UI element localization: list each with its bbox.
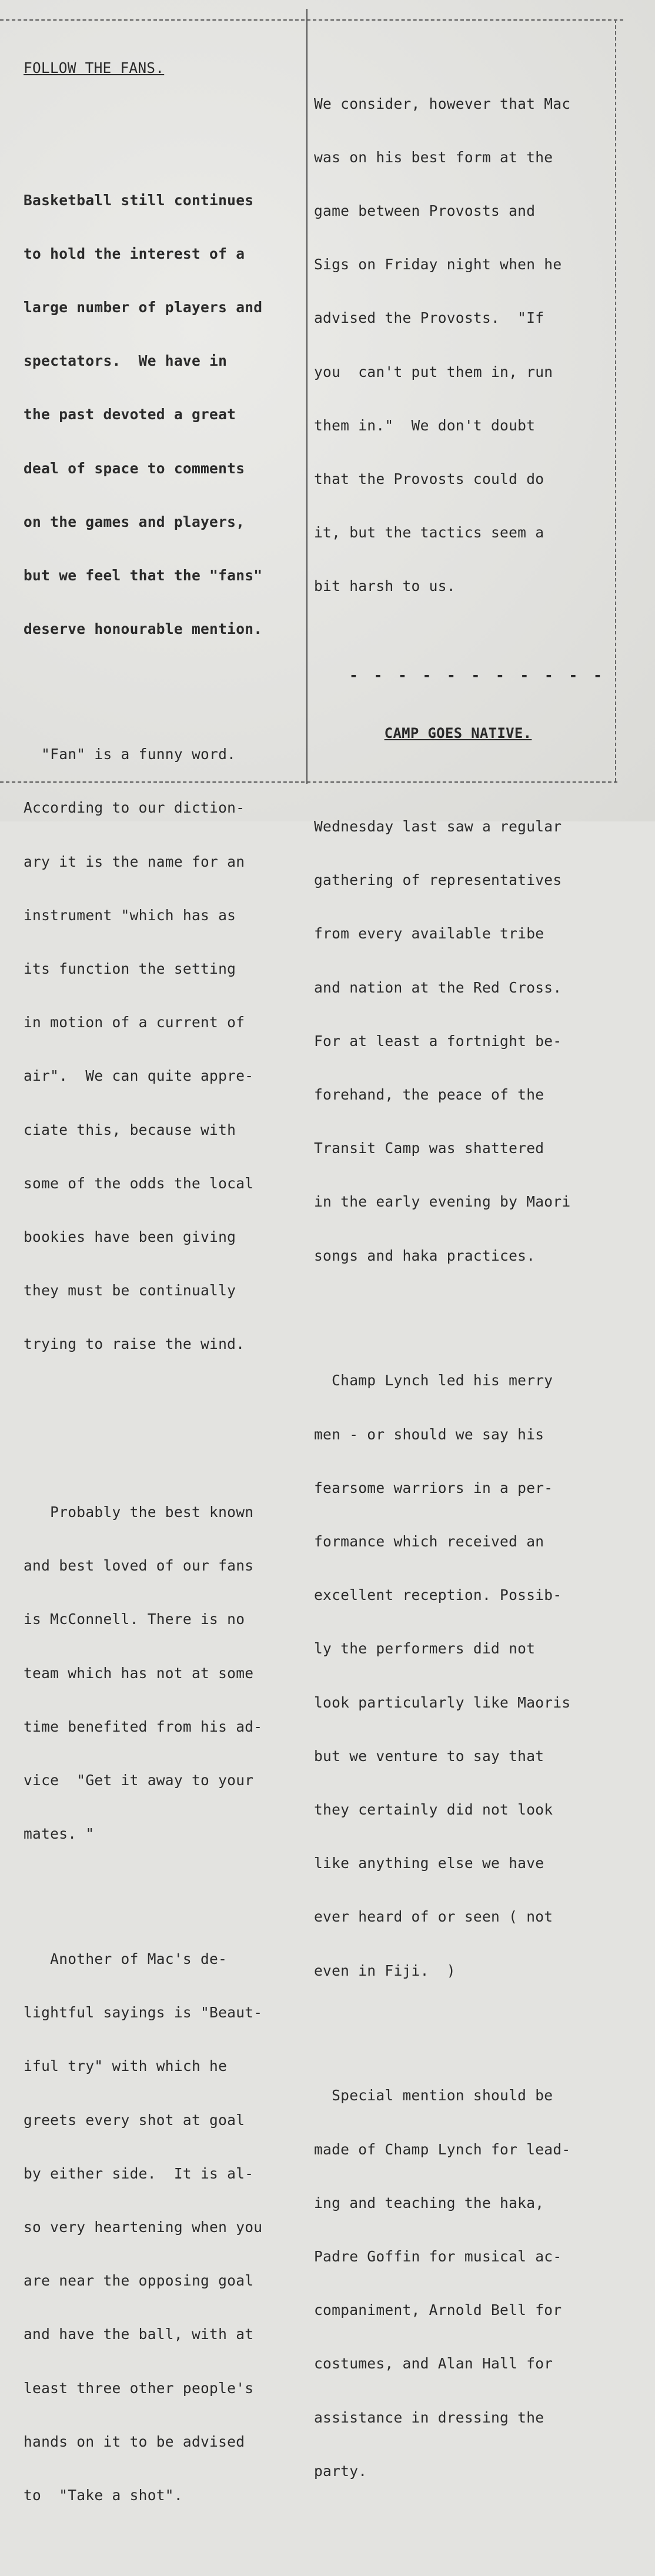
text-line: even in Fiji. )	[314, 1962, 456, 1979]
text-line: Special mention should be	[314, 2087, 553, 2104]
text-line: bookies have been giving	[24, 1228, 236, 1245]
article-paragraph	[314, 1337, 614, 2016]
text-line: mates. "	[24, 1825, 95, 1843]
text-line: bit harsh to us.	[314, 577, 456, 595]
text-line: look particularly like Maoris	[314, 1693, 571, 1711]
text-line: you can't put them in, run	[314, 363, 553, 380]
text-line: by either side. It is al-	[24, 2164, 254, 2182]
text-line: and nation at the Red Cross.	[314, 978, 562, 996]
text-line: forehand, the peace of the	[314, 1085, 544, 1103]
text-line: iful try" with which he	[24, 2057, 228, 2075]
text-line: to hold the interest of a	[24, 245, 245, 262]
text-line: and have the ball, with at	[24, 2326, 254, 2343]
text-line: party.	[314, 2462, 367, 2480]
text-line: Another of Mac's de-	[24, 1950, 228, 1968]
text-line: Basketball still continues	[24, 191, 254, 209]
text-line: For at least a fortnight be-	[314, 1032, 562, 1050]
text-line: they certainly did not look	[314, 1800, 553, 1818]
article-continuation	[314, 59, 614, 632]
text-line: time benefited from his ad-	[24, 1718, 263, 1735]
text-line: team which has not at some	[24, 1664, 254, 1682]
text-line: they must be continually	[24, 1282, 236, 1299]
text-line: According to our diction-	[24, 799, 245, 817]
text-line: costumes, and Alan Hall for	[314, 2355, 553, 2373]
text-line: "Fan" is a funny word.	[24, 746, 236, 763]
text-line: Transit Camp was shattered	[314, 1140, 544, 1157]
text-line: songs and haka practices.	[314, 1247, 536, 1264]
text-line: and best loved of our fans	[24, 1557, 254, 1575]
article-paragraph	[24, 1468, 305, 1879]
left-column	[24, 24, 305, 2576]
text-line: so very heartening when you	[24, 2218, 263, 2236]
text-line: ing and teaching the haka,	[314, 2194, 544, 2211]
text-line: assistance in dressing the	[314, 2408, 544, 2426]
text-line: made of Champ Lynch for lead-	[314, 2140, 571, 2158]
text-line: in the early evening by Maori	[314, 1193, 571, 1211]
article-paragraph	[314, 782, 614, 1301]
text-line: deserve honourable mention.	[24, 620, 263, 638]
text-line: is McConnell. There is no	[24, 1611, 245, 1628]
article-heading-camp-goes-native: CAMP GOES NATIVE.	[384, 725, 532, 742]
text-line: but we feel that the "fans"	[24, 567, 263, 584]
text-line: from every available tribe	[314, 925, 544, 943]
text-line: men - or should we say his	[314, 1425, 544, 1443]
text-line: spectators. We have in	[24, 352, 228, 370]
text-line: least three other people's	[24, 2379, 254, 2397]
text-line: fearsome warriors in a per-	[314, 1479, 553, 1496]
text-line: large number of players and	[24, 299, 263, 316]
text-line: gathering of representatives	[314, 871, 562, 889]
text-line: excellent reception. Possib-	[314, 1586, 562, 1604]
text-line: it, but the tactics seem a	[314, 524, 544, 542]
text-line: hands on it to be advised	[24, 2433, 245, 2450]
text-line: but we venture to say that	[314, 1747, 544, 1765]
text-line: companiment, Arnold Bell for	[314, 2301, 562, 2319]
text-line: lightful sayings is "Beaut-	[24, 2004, 263, 2022]
text-line: game between Provosts and	[314, 202, 536, 220]
text-line: that the Provosts could do	[314, 470, 544, 488]
text-line: Probably the best known	[24, 1503, 254, 1521]
article-paragraph	[314, 2052, 614, 2516]
text-line: vice "Get it away to your	[24, 1771, 254, 1789]
article-paragraph	[24, 1915, 305, 2540]
text-line: ever heard of or seen ( not	[314, 1908, 553, 1926]
text-line: are near the opposing goal	[24, 2272, 254, 2290]
text-line: air". We can quite appre-	[24, 1067, 254, 1085]
article-paragraph	[24, 156, 305, 674]
text-line: some of the odds the local	[24, 1174, 254, 1192]
text-line: deal of space to comments	[24, 459, 245, 477]
article-paragraph	[24, 710, 305, 1389]
column-divider	[306, 9, 308, 784]
text-line: them in." We don't doubt	[314, 416, 536, 434]
text-line: We consider, however that Mac	[314, 95, 571, 112]
text-line: Padre Goffin for musical ac-	[314, 2248, 562, 2266]
text-line: instrument "which has as	[24, 906, 236, 924]
text-line: on the games and players,	[24, 513, 245, 530]
text-line: ciate this, because with	[24, 1121, 236, 1138]
right-column	[314, 24, 614, 2552]
text-line: Wednesday last saw a regular	[314, 817, 562, 835]
section-separator: - - - - - - - - - - -	[349, 667, 606, 684]
text-line: trying to raise the wind.	[24, 1335, 245, 1353]
text-line: was on his best form at the	[314, 148, 553, 166]
text-line: to "Take a shot".	[24, 2487, 183, 2504]
text-line: ly the performers did not	[314, 1640, 536, 1658]
text-line: ary it is the name for an	[24, 853, 245, 870]
text-line: the past devoted a great	[24, 406, 236, 423]
text-line: Champ Lynch led his merry	[314, 1372, 553, 1389]
text-line: like anything else we have	[314, 1855, 544, 1872]
text-line: advised the Provosts. "If	[314, 309, 544, 327]
text-line: its function the setting	[24, 960, 236, 977]
page-border-right	[615, 19, 616, 781]
text-line: in motion of a current of	[24, 1014, 245, 1031]
text-line: formance which received an	[314, 1532, 544, 1550]
text-line: greets every shot at goal	[24, 2111, 245, 2129]
text-line: Sigs on Friday night when he	[314, 256, 562, 273]
page-border-top	[0, 19, 623, 21]
article-heading-follow-the-fans: FOLLOW THE FANS.	[24, 59, 165, 76]
